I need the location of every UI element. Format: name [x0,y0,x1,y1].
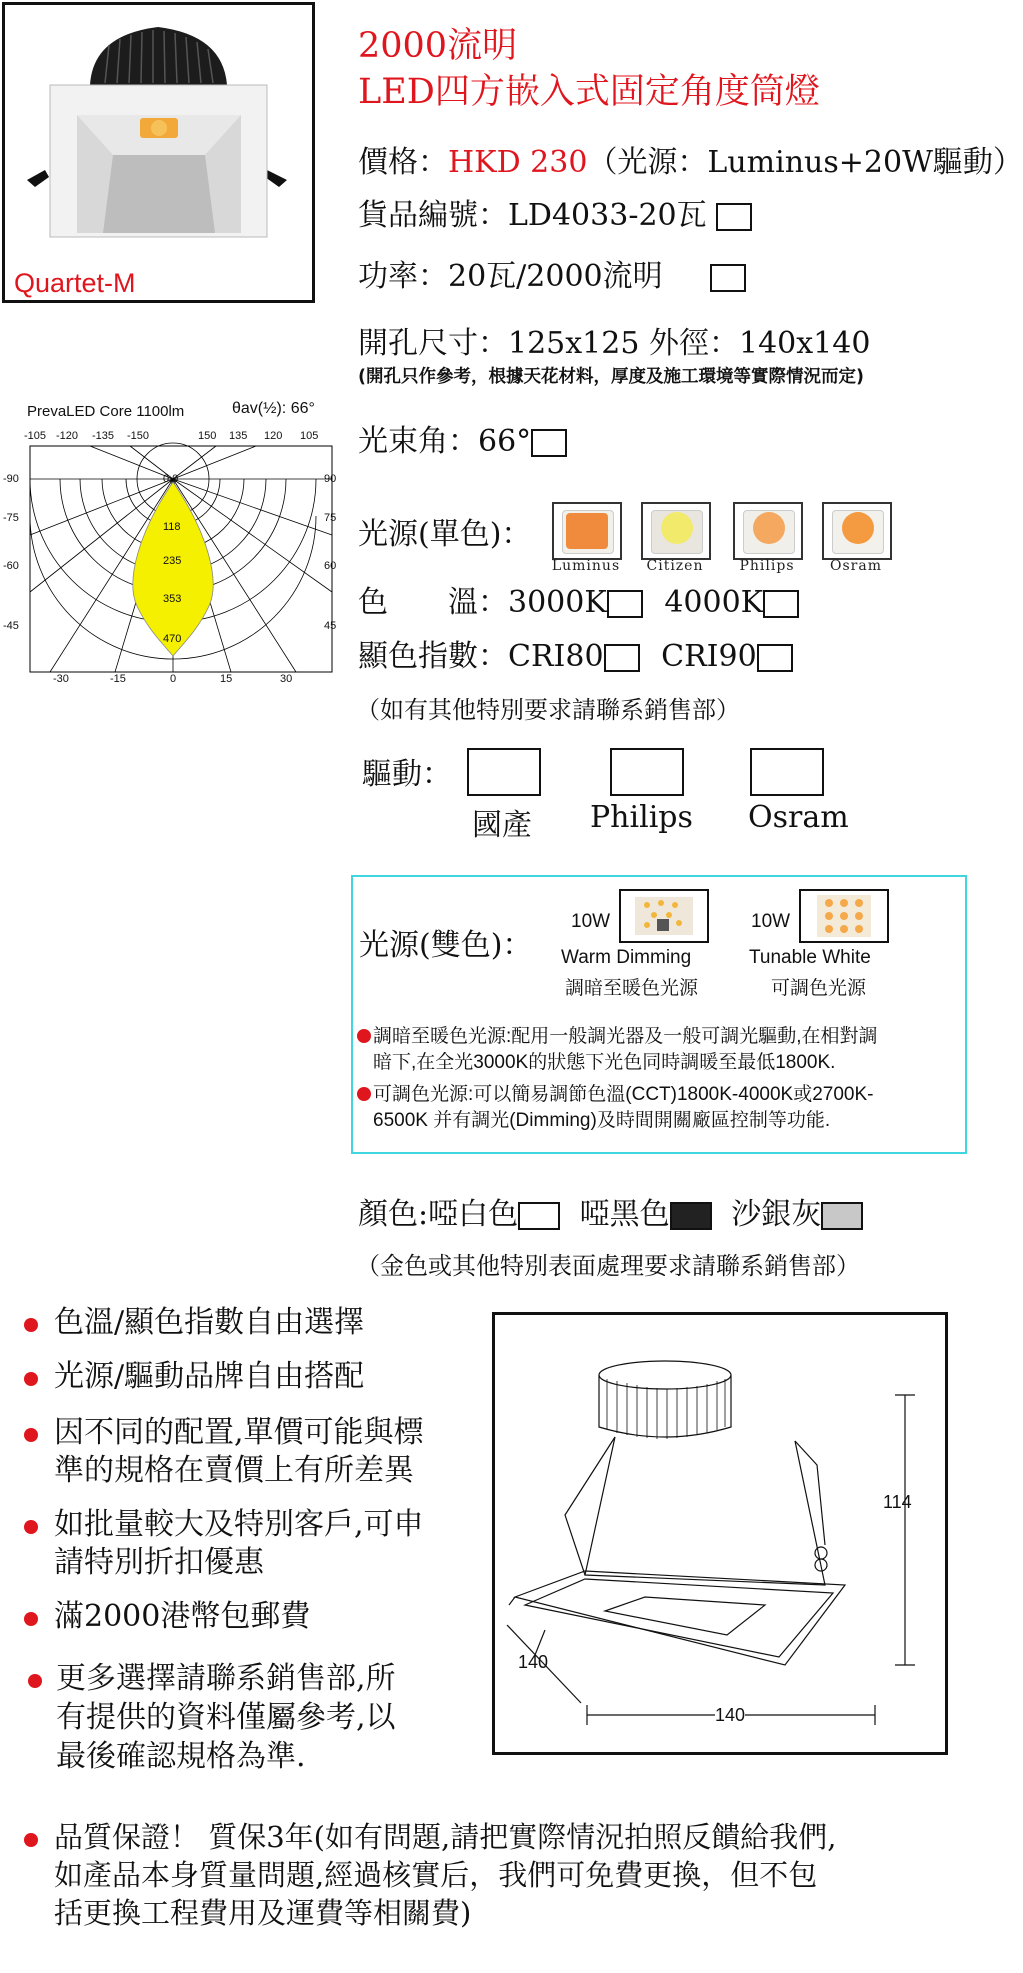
bullet-dot [357,1087,371,1101]
cutout-line: 開孔尺寸：125x125 外徑：140x140 [358,326,871,361]
warm-dimming-module[interactable] [619,889,709,943]
photo-label: Quartet-M [14,268,136,298]
color-temp-4000k-checkbox[interactable] [763,590,799,618]
warm-dimming-led-icon [621,891,707,941]
driver-option-label: Osram [748,800,849,835]
tunable-en: Tunable White [749,947,871,968]
polar-top-tick: -135 [92,430,115,442]
color-temp-opt2: 4000K [664,585,764,620]
beam-angle: 光束角：66° [358,424,532,459]
driver-label: 驅動： [362,757,452,792]
bullet-dot [24,1520,38,1534]
polar-chart-title: PrevaLED Core 1100lm [27,403,185,420]
cutout-note: (開孔只作參考，根據天花材料，厚度及施工環境等實際情況而定) [358,367,864,387]
tunable-white-module[interactable] [799,889,889,943]
cri-label: 顯色指數： [358,639,508,674]
feature-item-cont: 有提供的資料僅屬參考,以 [56,1700,396,1735]
polar-top-tick: 105 [300,430,319,442]
polar-radial-label: 470 [163,633,182,645]
finish-label: 顏色: [358,1197,429,1232]
finish-silver: 沙銀灰 [731,1197,822,1232]
special-note: （如有其他特別要求請聯系銷售部） [356,696,740,724]
warranty-line-2: 如產品本身質量問題,經過核實后，我們可免費更換，但不包 [54,1858,818,1892]
polar-right-tick: 60 [324,560,337,572]
finish-silver-swatch[interactable] [821,1202,863,1230]
osram-chip[interactable] [822,502,892,560]
tunable-watt: 10W [751,911,791,932]
polar-left-tick: -60 [3,560,19,572]
feature-item: 如批量較大及特別客戶,可申 [54,1507,424,1542]
driver-philips-checkbox[interactable] [610,748,684,796]
bullet-dot [24,1318,38,1332]
tunable-white-led-icon [801,891,887,941]
price-line [358,144,1023,182]
polar-top-tick: -105 [24,430,47,442]
bullet-dot [24,1372,38,1386]
polar-left-tick: -45 [3,620,19,632]
dual-note-2: 可調色光源:可以簡易調節色溫(CCT)1800K-4000K或2700K- [373,1084,874,1105]
light-source-dual-label: 光源(雙色)： [359,928,533,963]
polar-top-tick: 135 [229,430,248,442]
driver-option-label: 國產 [472,808,532,843]
feature-item-cont: 請特別折扣優惠 [54,1545,264,1580]
finish-black-swatch[interactable] [670,1202,712,1230]
bullet-dot [28,1674,42,1688]
polar-bottom-tick: -30 [53,673,69,685]
luminus-chip[interactable] [552,502,622,560]
color-temp-label: 色 溫： [358,585,508,620]
warm-en: Warm Dimming [561,947,692,968]
cri-line [358,638,793,676]
warranty-line-1: 品質保證！ 質保3年(如有問題,請把實際情況拍照反饋給我們, [54,1820,837,1854]
feature-item-cont: 準的規格在賣價上有所差異 [54,1453,414,1488]
finish-white: 啞白色 [428,1197,519,1232]
light-source-single-label: 光源(單色)： [358,517,532,552]
product-title: LED四方嵌入式固定角度筒燈 [358,72,820,112]
polar-radial-label: 0.0 [163,473,179,485]
finish-line [358,1196,863,1234]
item-no-checkbox[interactable] [716,203,752,231]
polar-right-tick: 90 [324,473,337,485]
polar-chart-theta: θav(½): 66° [232,400,315,417]
feature-item: 色溫/顯色指數自由選擇 [54,1305,365,1340]
polar-top-tick: 120 [264,430,283,442]
bullet-dot [357,1029,371,1043]
polar-bottom-tick: 30 [280,673,293,685]
cri-opt1: CRI80 [508,639,604,674]
power-text: 功率：20瓦/2000流明 [358,259,663,294]
downlight-photo-icon [5,5,312,300]
item-no-line [358,197,752,235]
polar-bottom-tick: -15 [110,673,126,685]
polar-bottom-tick: 15 [220,673,233,685]
polar-left-tick: -90 [3,473,19,485]
polar-right-tick: 45 [324,620,337,632]
driver-osram-checkbox[interactable] [750,748,824,796]
bullet-dot [24,1612,38,1626]
dimension-drawing-icon [495,1315,945,1752]
feature-item-cont: 最後確認規格為準. [56,1739,306,1774]
chip-brand-label: Citizen [646,558,704,574]
warm-zh: 調暗至暖色光源 [565,978,699,999]
warm-watt: 10W [571,911,611,932]
cri80-checkbox[interactable] [604,644,640,672]
color-temp-3000k-checkbox[interactable] [607,590,643,618]
dim-depth: 140 [518,1652,549,1672]
dim-width: 140 [715,1705,746,1725]
cri-opt2: CRI90 [661,639,757,674]
beam-angle-checkbox[interactable] [531,429,567,457]
dim-height: 114 [883,1492,912,1512]
dual-note-1: 調暗至暖色光源:配用一般調光器及一般可調光驅動,在相對調 [373,1026,878,1047]
finish-note: （金色或其他特別表面處理要求請聯系銷售部） [356,1252,860,1280]
lumens-title: 2000流明 [358,26,518,66]
beam-angle-line [358,423,567,461]
dual-note-1b: 暗下,在全光3000K的狀態下光色同時調暖至最低1800K. [373,1052,836,1073]
product-photo [2,2,315,303]
feature-item: 滿2000港幣包郵費 [54,1599,311,1634]
dual-light-source-panel [351,875,967,1154]
technical-drawing [492,1312,948,1755]
chip-brand-label: Osram [830,558,882,574]
polar-left-tick: -75 [3,512,19,524]
feature-item: 更多選擇請聯系銷售部,所 [56,1661,396,1696]
chip-brand-label: Philips [739,558,795,574]
driver-domestic-checkbox[interactable] [467,748,541,796]
color-temp-opt1: 3000K [508,585,607,620]
dual-note-2b: 6500K 并有調光(Dimming)及時間開關廠區控制等功能. [373,1110,831,1131]
price-label: 價格： [358,145,448,180]
bullet-dot [24,1833,38,1847]
polar-top-tick: 150 [198,430,217,442]
power-checkbox[interactable] [710,264,746,292]
power-line [358,258,746,296]
citizen-chip[interactable] [641,502,711,560]
price-value: HKD 230 [448,145,588,180]
cri90-checkbox[interactable] [757,644,793,672]
feature-item: 光源/驅動品牌自由搭配 [54,1359,365,1394]
polar-top-tick: -120 [56,430,79,442]
item-no: 貨品編號：LD4033-20瓦 [358,198,707,233]
polar-radial-label: 118 [163,521,181,533]
philips-chip[interactable] [733,502,803,560]
polar-chart [3,430,342,686]
finish-white-swatch[interactable] [518,1202,560,1230]
polar-bottom-tick: 0 [170,673,177,685]
warranty-line-3: 括更換工程費用及運費等相關費) [54,1896,472,1930]
tunable-zh: 可調色光源 [771,978,867,999]
polar-radial-label: 235 [163,555,182,567]
color-temp-line [358,584,799,622]
price-note: （光源：Luminus+20W驅動） [587,145,1023,180]
finish-black: 啞黑色 [579,1197,670,1232]
polar-right-tick: 75 [324,512,337,524]
polar-radial-label: 353 [163,593,182,605]
bullet-dot [24,1428,38,1442]
feature-item: 因不同的配置,單價可能與標 [54,1415,424,1450]
polar-top-tick: -150 [127,430,150,442]
driver-option-label: Philips [590,800,693,835]
chip-brand-label: Luminus [551,558,621,574]
